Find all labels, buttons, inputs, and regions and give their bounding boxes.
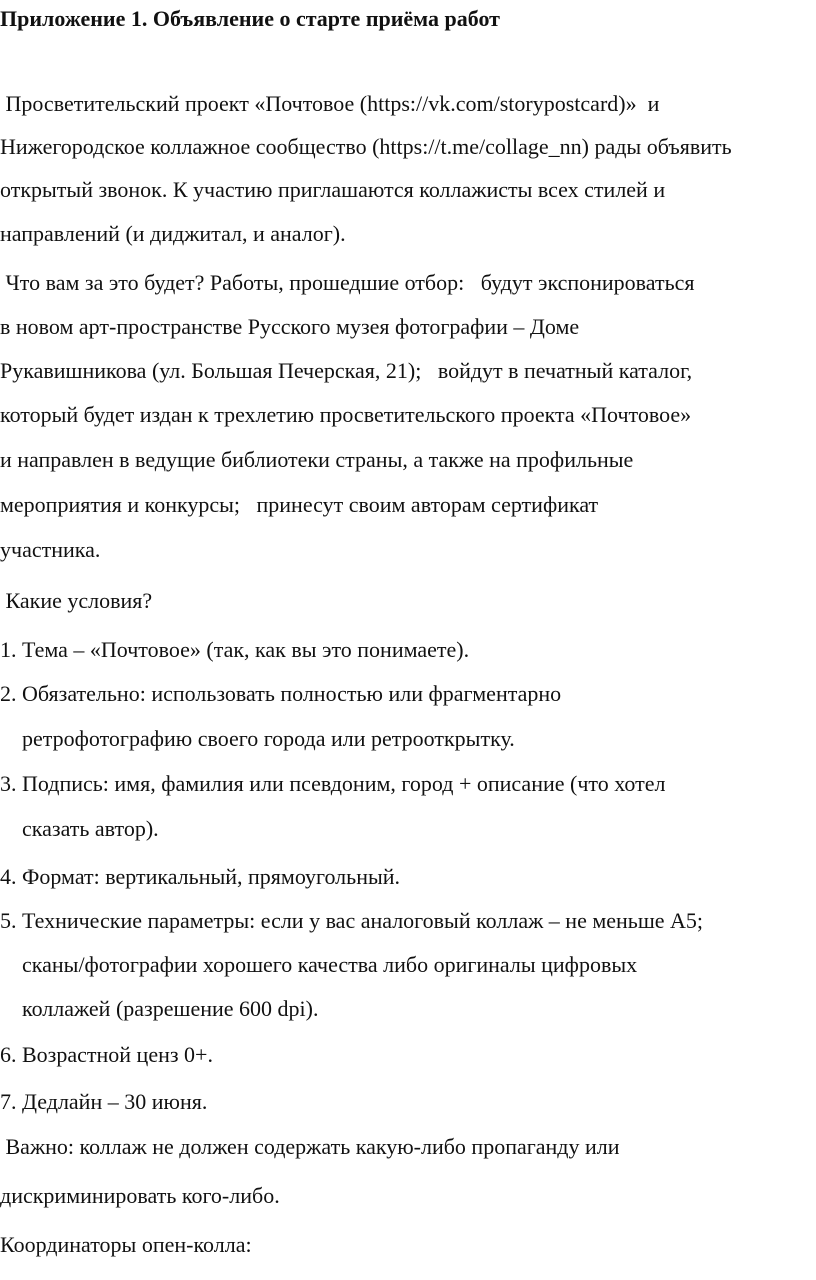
list-item: 1. Тема – «Почтовое» (так, как вы это понимаете). [0,637,470,662]
text-line: Координаторы опен-колла: [0,1232,252,1257]
text-line: участника. [0,537,101,562]
text-line: открытый звонок. К участию приглашаются коллажисты всех стилей и [0,177,666,202]
list-item-continuation: сканы/фотографии хорошего качества либо оригиналы цифровых [0,952,638,977]
text-line: Просветительский проект «Почтовое (https://vk.com/storypostcard)» и [0,91,660,116]
section-heading: Какие условия? [0,588,153,613]
list-item: 5. Технические параметры: если у вас аналоговый коллаж – не меньше А5; [0,908,704,933]
text-line: мероприятия и конкурсы; принесут своим авторам сертификат [0,492,599,517]
text-line: и направлен в ведущие библиотеки страны, а также на профильные [0,447,634,472]
text-line: который будет издан к трехлетию просветительского проекта «Почтовое» [0,402,692,427]
list-item: 2. Обязательно: использовать полностью или фрагментарно [0,681,562,706]
text-line: дискриминировать кого-либо. [0,1183,280,1208]
list-item: 3. Подпись: имя, фамилия или псевдоним, город + описание (что хотел [0,771,666,796]
list-item: 4. Формат: вертикальный, прямоугольный. [0,864,401,889]
list-item: 6. Возрастной ценз 0+. [0,1042,213,1067]
list-item-continuation: коллажей (разрешение 600 dpi). [0,996,319,1021]
list-item: 7. Дедлайн – 30 июня. [0,1089,208,1114]
list-item-continuation: ретрофотографию своего города или ретрооткрытку. [0,726,515,751]
page-title: Приложение 1. Объявление о старте приёма работ [0,6,500,31]
text-line: направлений (и диджитал, и аналог). [0,221,346,246]
list-item-continuation: сказать автор). [0,816,159,841]
text-line: Важно: коллаж не должен содержать какую-либо пропаганду или [0,1134,620,1159]
text-line: Нижегородское коллажное сообщество (https://t.me/collage_nn) рады объявить [0,134,732,159]
text-line: в новом арт-пространстве Русского музея фотографии – Доме [0,314,580,339]
text-line: Рукавишникова (ул. Большая Печерская, 21); войдут в печатный каталог, [0,358,693,383]
text-line: Что вам за это будет? Работы, прошедшие отбор: будут экспонироваться [0,270,695,295]
